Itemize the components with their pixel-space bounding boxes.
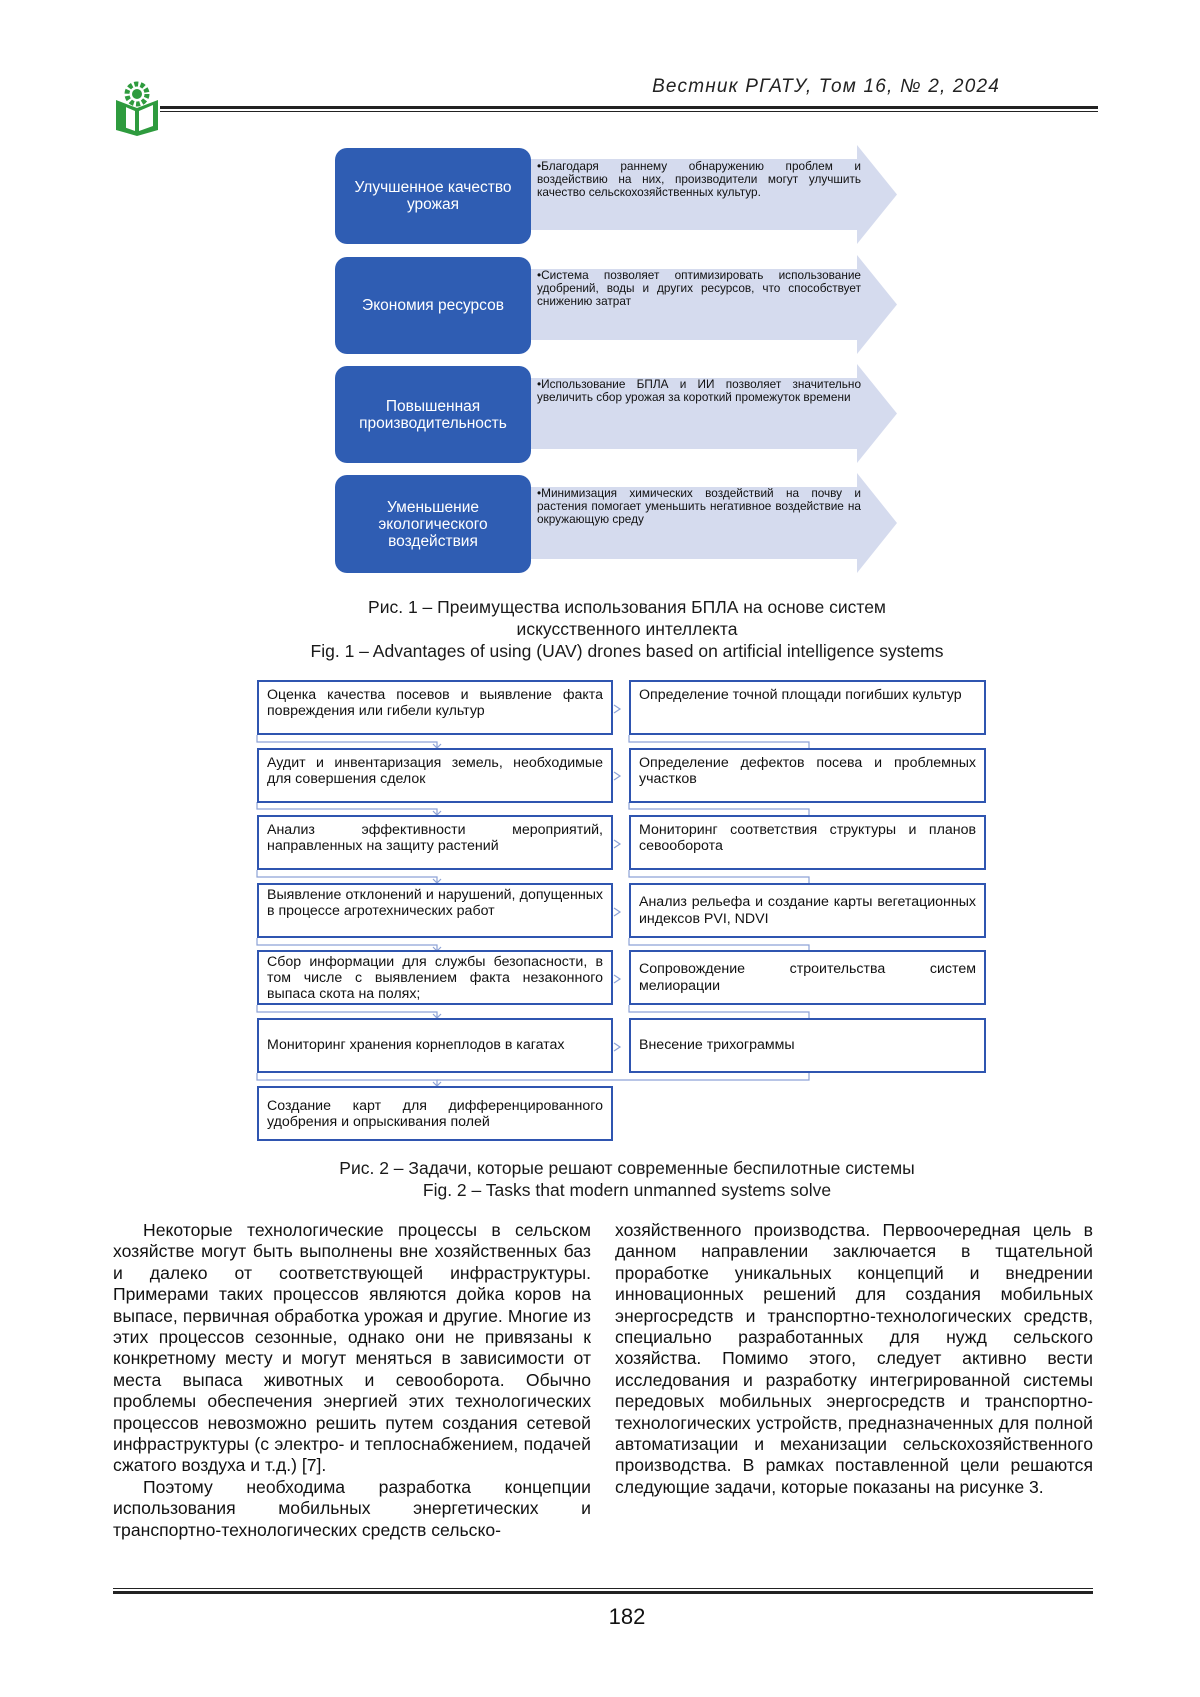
footer-rule-thick	[113, 1591, 1093, 1594]
fig1-caption-ru-line2: искусственного интеллекта	[516, 619, 738, 639]
fig1-description: •Минимизация химических воздействий на почву и растения помогает уменьшить негативное воздействие на окружающую среду	[537, 486, 861, 527]
fig1-description: •Система позволяет оптимизировать использование удобрений, воды и других ресурсов, что способствует снижению затрат	[537, 268, 861, 309]
fig1-label-box: Улучшенное качество урожая	[335, 148, 531, 244]
header-rule-thin	[160, 111, 1098, 112]
fig1-label-box: Повышенная производительность	[335, 366, 531, 463]
page-number: 182	[608, 1604, 646, 1629]
fig2-task-right: Мониторинг соответствия структуры и планов севооборота	[629, 815, 986, 870]
fig2-caption-en: Fig. 2 – Tasks that modern unmanned systems solve	[422, 1180, 832, 1200]
paragraph: Некоторые технологические процессы в сельском хозяйстве могут быть выполнены вне хозяйственных баз и далеко от соответствующей инфраструктуры. Примерами таких процессов являются дойка коров на выпасе, первичная обработка урожая и другие. Многие из этих процессов сезонные, однако они не привязаны к конкретному месту и могут меняться в зависимости от места выпаса животных и севооборота. Обычно проблемы обеспечения энергией этих технологических процессов невозможно решить путем создания сетевой инфраструктуры (с электро- и теплоснабжением, подачей сжатого воздуха и т.д.) [7].	[113, 1220, 591, 1476]
fig2-task-left: Выявление отклонений и нарушений, допущенных в процессе агротехнических работ	[257, 883, 613, 938]
fig2-task-left: Анализ эффективности мероприятий, направленных на защиту растений	[257, 815, 613, 870]
fig2-task-right: Сопровождение строительства систем мелиорации	[629, 950, 986, 1005]
book-gear-logo-icon	[112, 78, 162, 136]
body-right-column	[615, 1220, 1093, 1498]
footer-rule-thin	[113, 1588, 1093, 1589]
fig1-caption-en: Fig. 1 – Advantages of using (UAV) drones based on artificial intelligence systems	[310, 641, 944, 661]
header-rule-thick	[160, 106, 1098, 109]
fig2-task-left: Мониторинг хранения корнеплодов в кагатах	[257, 1018, 613, 1073]
fig2-task-left: Аудит и инвентаризация земель, необходимые для совершения сделок	[257, 748, 613, 803]
fig2-task-right: Определение точной площади погибших культур	[629, 680, 986, 735]
fig2-task-left: Создание карт для дифференцированного удобрения и опрыскивания полей	[257, 1086, 613, 1141]
paragraph: Поэтому необходима разработка концепции использования мобильных энергетических и транспортно-технологических средств сельско-	[113, 1476, 591, 1540]
fig1-description: •Благодаря раннему обнаружению проблем и воздействию на них, производители могут улучшить качество сельскохозяйственных культур.	[537, 159, 861, 200]
fig1-caption-ru-line1: Рис. 1 – Преимущества использования БПЛА на основе систем	[368, 597, 886, 617]
fig2-task-right: Определение дефектов посева и проблемных участков	[629, 748, 986, 803]
fig1-label-box: Уменьшение экологического воздействия	[335, 475, 531, 573]
fig2-task-right: Анализ рельефа и создание карты вегетационных индексов PVI, NDVI	[629, 883, 986, 938]
fig2-task-right: Внесение трихограммы	[629, 1018, 986, 1073]
body-left-column	[113, 1220, 591, 1541]
fig1-label-box: Экономия ресурсов	[335, 257, 531, 354]
fig1-description: •Использование БПЛА и ИИ позволяет значительно увеличить сбор урожая за короткий промежуток времени	[537, 377, 861, 405]
fig2-caption-ru: Рис. 2 – Задачи, которые решают современные беспилотные системы	[339, 1158, 915, 1178]
paragraph: хозяйственного производства. Первоочередная цель в данном направлении заключается в тщательной проработке уникальных концепций и внедрении инновационных решений для создания мобильных энергосредств и транспортно-технологических средств, специально разработанных для нужд сельского хозяйства. Помимо этого, следует активно вести исследования и разработку интегрированной системы передовых мобильных энергосредств и транспортно-технологических устройств, предназначенных для полной автоматизации и механизации сельскохозяйственного производства. В рамках поставленной цели решаются следующие задачи, которые показаны на рисунке 3.	[615, 1220, 1093, 1497]
journal-logo	[112, 78, 162, 136]
fig2-task-left: Сбор информации для службы безопасности, в том числе с выявлением факта незаконного выпаса скота на полях;	[257, 950, 613, 1005]
fig2-task-left: Оценка качества посевов и выявление факта повреждения или гибели культур	[257, 680, 613, 735]
journal-title: Вестник РГАТУ, Том 16, № 2, 2024	[652, 76, 1000, 97]
